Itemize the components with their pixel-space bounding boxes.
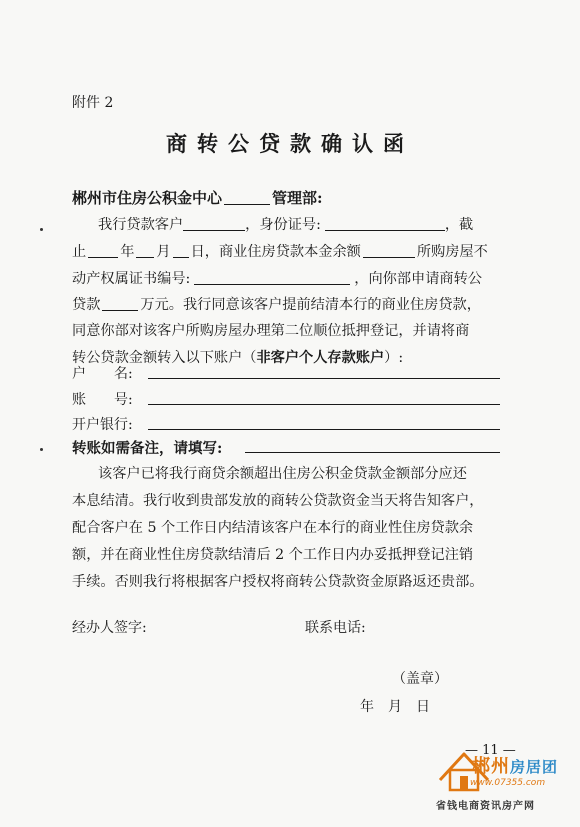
date-label: 年 月 日 [360, 699, 430, 715]
body-text: 日，商业住房贷款本金余额 [190, 244, 361, 260]
body-line-2 [72, 241, 488, 261]
body-text: 止 [72, 244, 87, 260]
paragraph-2-line: 该客户已将我行商贷余额超出住房公积金贷款金额部分应还 [98, 466, 467, 482]
paragraph-2-line: 手续。否则我行将根据客户授权将商转公贷款资金原路返还贵部。 [72, 574, 484, 590]
watermark-tagline: 省钱电商资讯房产网 [436, 801, 535, 812]
account-name-line [148, 378, 500, 379]
attachment-label: 附件 2 [72, 95, 114, 111]
addressee-suffix: 管理部: [272, 189, 323, 207]
body-line-3 [72, 268, 482, 288]
watermark-url: www.07355.com [470, 778, 546, 788]
seal-label: （盖章） [392, 671, 448, 687]
body-text: 转公贷款金额转入以下账户（ [72, 350, 257, 366]
customer-name-blank [183, 217, 245, 231]
bank-label: 开户银行: [72, 417, 133, 433]
addressee-prefix: 郴州市住房公积金中心 [72, 189, 223, 207]
account-name-label: 户 名: [72, 366, 133, 382]
watermark-brand-text-2: 房居团 [510, 758, 559, 776]
body-text: ，向你部申请商转公 [354, 271, 482, 287]
body-line-4 [72, 294, 481, 314]
body-text: 我行贷款客户 [98, 217, 184, 233]
transfer-note-line [245, 452, 500, 453]
balance-blank [363, 244, 415, 258]
year-blank [88, 244, 118, 258]
body-text: 所购房屋不 [416, 244, 488, 260]
certificate-number-blank [194, 271, 350, 285]
signature-label: 经办人签字: [72, 620, 147, 636]
paragraph-2-line: 本息结清。我行收到贵部发放的商转公贷款资金当天将告知客户， [72, 493, 484, 509]
id-number-blank [325, 217, 445, 231]
body-line-5: 同意你部对该客户所购房屋办理第二位顺位抵押登记，并请将商 [72, 323, 470, 339]
body-text: 动产权属证书编号: [72, 271, 191, 287]
paragraph-2-line: 额，并在商业性住房贷款结清后 2 个工作日内办妥抵押登记注销 [72, 547, 474, 563]
body-text: 贷款 [72, 297, 101, 313]
account-number-label: 账 号: [72, 392, 133, 408]
document-title: 商转公贷款确认函 [166, 131, 414, 156]
body-text: 月 [156, 244, 171, 260]
account-number-line [148, 404, 500, 405]
binding-hole-mark [40, 448, 43, 451]
watermark-brand-text: 郴州 [472, 756, 510, 777]
body-text: ，身份证号: [245, 217, 321, 233]
addressee-line [72, 187, 323, 208]
transfer-note-label: 转账如需备注，请填写: [72, 440, 223, 457]
paragraph-2-line: 配合客户在 5 个工作日内结清该客户在本行的商业性住房贷款余 [72, 520, 474, 536]
phone-label: 联系电话: [305, 620, 366, 636]
page-number: — 11 — [465, 743, 516, 758]
month-blank [136, 244, 154, 258]
department-blank [224, 190, 270, 205]
watermark-brand [472, 752, 558, 778]
body-line-1 [98, 214, 473, 234]
bank-line [148, 429, 500, 430]
day-blank [173, 244, 189, 258]
body-text: ）: [384, 350, 404, 366]
loan-amount-blank [102, 297, 138, 311]
body-text: 万元。我行同意该客户提前结清本行的商业住房贷款， [140, 297, 481, 313]
account-note: 非客户个人存款账户 [256, 350, 385, 366]
body-text: 年 [120, 244, 135, 260]
body-text: ，截 [444, 217, 474, 233]
binding-hole-mark [40, 228, 43, 231]
